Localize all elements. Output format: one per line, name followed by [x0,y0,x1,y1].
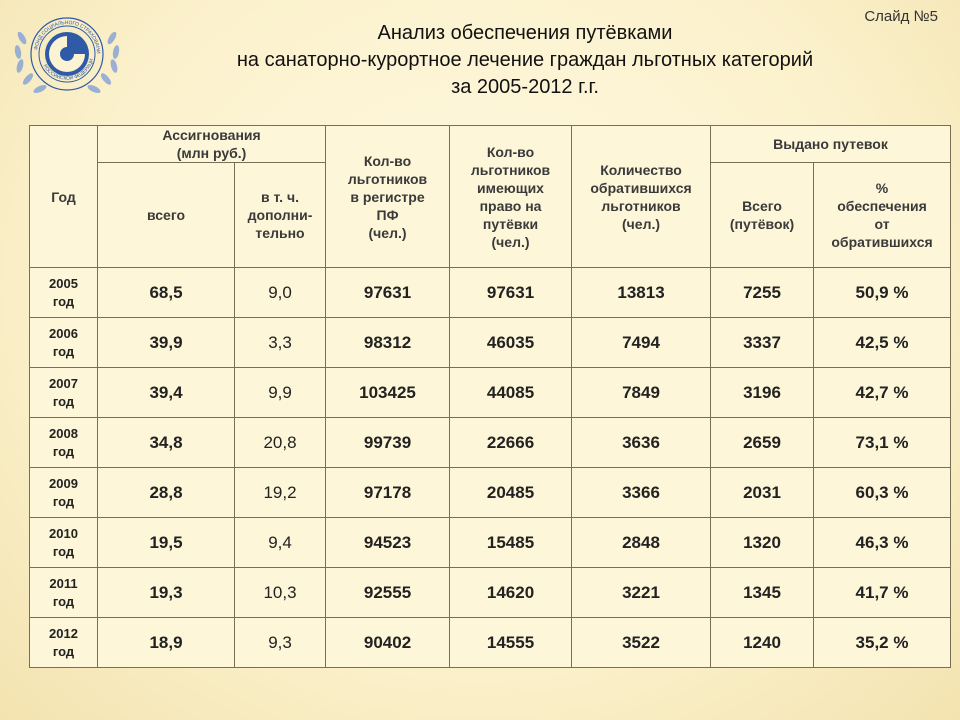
registry-cell: 98312 [326,318,450,368]
allocation-total-cell: 39,9 [98,318,235,368]
year-cell: 2005 год [30,268,98,318]
allocation-extra-cell: 9,9 [235,368,326,418]
header-allocations-total: всего [98,163,235,268]
slide-number: Слайд №5 [864,8,938,25]
allocation-total-cell: 18,9 [98,618,235,668]
year-cell: 2008 год [30,418,98,468]
eligible-cell: 20485 [450,468,572,518]
issued-cell: 2031 [711,468,814,518]
title-line-3: за 2005-2012 г.г. [451,76,599,98]
applied-cell: 13813 [572,268,711,318]
year-cell: 2011 год [30,568,98,618]
applied-cell: 7849 [572,368,711,418]
data-table [29,125,951,668]
percent-cell: 41,7 % [814,568,951,618]
allocation-extra-cell: 10,3 [235,568,326,618]
header-registry: Кол-во льготников в регистре ПФ (чел.) [326,126,450,268]
applied-cell: 7494 [572,318,711,368]
issued-cell: 3337 [711,318,814,368]
allocation-total-cell: 68,5 [98,268,235,318]
percent-cell: 42,7 % [814,368,951,418]
allocation-extra-cell: 19,2 [235,468,326,518]
table-row [30,518,951,568]
allocation-extra-cell: 20,8 [235,418,326,468]
year-cell: 2007 год [30,368,98,418]
issued-cell: 2659 [711,418,814,468]
table-row [30,568,951,618]
logo-ring-text-top: ФОНД СОЦИАЛЬНОГО СТРАХОВАНИ [33,19,102,54]
header-issued-percent: % обеспечения от обратившихся [814,163,951,268]
registry-cell: 92555 [326,568,450,618]
table-row [30,368,951,418]
registry-cell: 97178 [326,468,450,518]
allocation-extra-cell: 9,3 [235,618,326,668]
applied-cell: 3366 [572,468,711,518]
title-line-1: Анализ обеспечения путёвками [377,22,673,44]
issued-cell: 7255 [711,268,814,318]
allocation-total-cell: 28,8 [98,468,235,518]
table-row [30,418,951,468]
allocation-total-cell: 19,5 [98,518,235,568]
eligible-cell: 22666 [450,418,572,468]
logo-ring-text-bottom: РОССИЙСКОЙ ФЕДЕРАЦИ [41,58,96,82]
allocation-total-cell: 34,8 [98,418,235,468]
registry-cell: 94523 [326,518,450,568]
header-issued-total: Всего (путёвок) [711,163,814,268]
eligible-cell: 14555 [450,618,572,668]
year-cell: 2010 год [30,518,98,568]
fss-logo [8,8,126,104]
eligible-cell: 44085 [450,368,572,418]
header-allocations: Ассигнования (млн руб.) [98,126,326,163]
table-row [30,318,951,368]
eligible-cell: 46035 [450,318,572,368]
header-allocations-extra: в т. ч. дополни- тельно [235,163,326,268]
allocation-total-cell: 39,4 [98,368,235,418]
header-year: Год [30,126,98,268]
table-row [30,268,951,318]
table-row [30,618,951,668]
applied-cell: 3636 [572,418,711,468]
header-eligible: Кол-во льготников имеющих право на путёвки (чел.) [450,126,572,268]
percent-cell: 46,3 % [814,518,951,568]
allocation-extra-cell: 9,0 [235,268,326,318]
page-title [130,20,920,101]
percent-cell: 50,9 % [814,268,951,318]
title-line-2: на санаторно-курортное лечение граждан льготных категорий [236,49,814,71]
allocation-total-cell: 19,3 [98,568,235,618]
issued-cell: 3196 [711,368,814,418]
issued-cell: 1345 [711,568,814,618]
issued-cell: 1320 [711,518,814,568]
header-applied: Количество обратившихся льготников (чел.) [572,126,711,268]
year-cell: 2012 год [30,618,98,668]
percent-cell: 73,1 % [814,418,951,468]
applied-cell: 3522 [572,618,711,668]
allocation-extra-cell: 9,4 [235,518,326,568]
header-issued: Выдано путевок [711,126,951,163]
registry-cell: 99739 [326,418,450,468]
percent-cell: 35,2 % [814,618,951,668]
applied-cell: 3221 [572,568,711,618]
issued-cell: 1240 [711,618,814,668]
eligible-cell: 14620 [450,568,572,618]
registry-cell: 97631 [326,268,450,318]
year-cell: 2009 год [30,468,98,518]
percent-cell: 60,3 % [814,468,951,518]
eligible-cell: 15485 [450,518,572,568]
fss-emblem-icon [8,8,126,104]
year-cell: 2006 год [30,318,98,368]
allocation-extra-cell: 3,3 [235,318,326,368]
registry-cell: 103425 [326,368,450,418]
percent-cell: 42,5 % [814,318,951,368]
eligible-cell: 97631 [450,268,572,318]
table-row [30,468,951,518]
registry-cell: 90402 [326,618,450,668]
applied-cell: 2848 [572,518,711,568]
